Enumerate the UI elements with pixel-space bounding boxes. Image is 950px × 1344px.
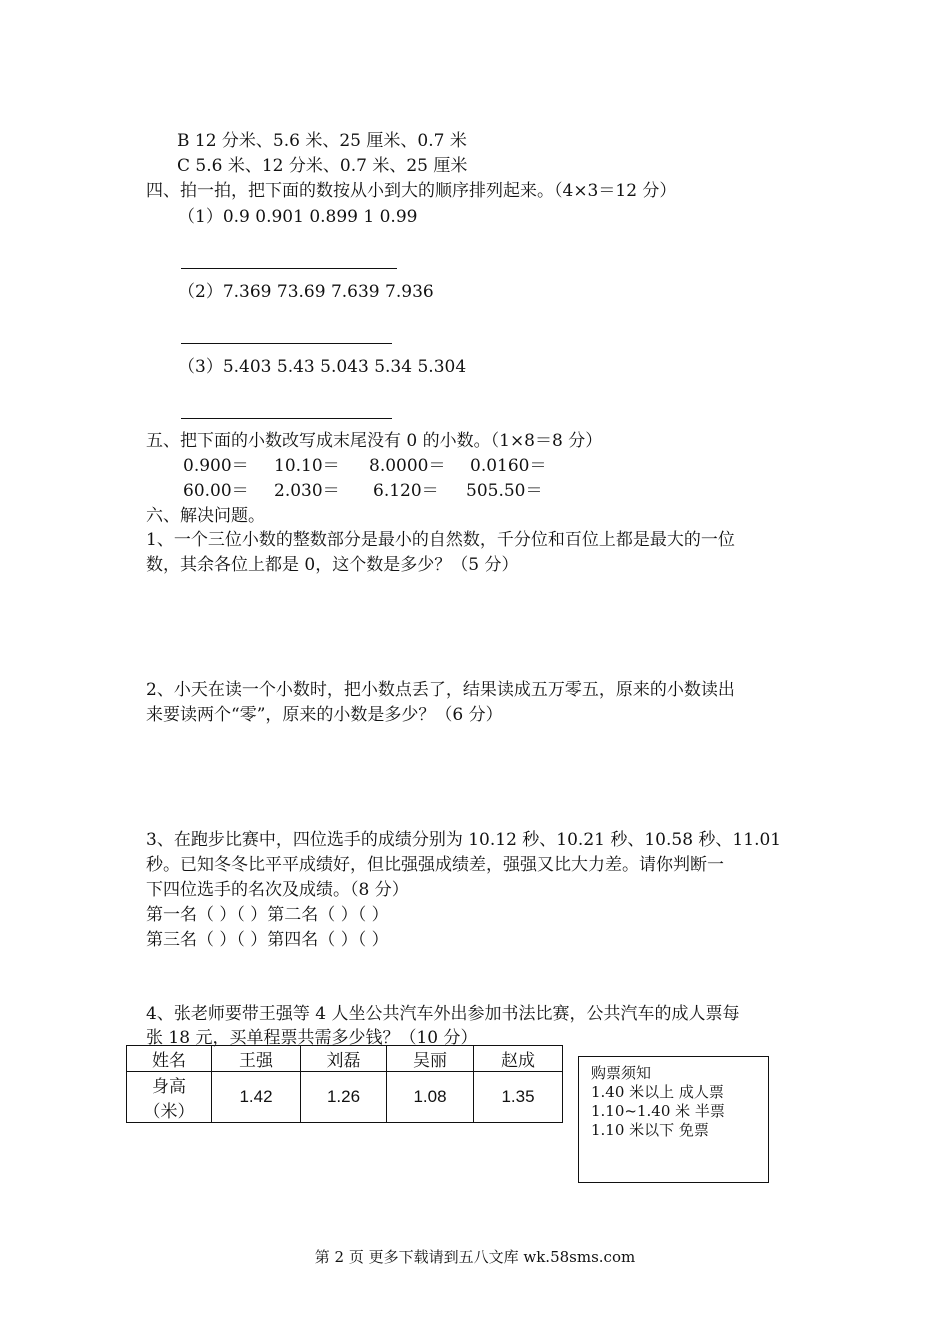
section-5-item: 0.0160＝ — [470, 456, 547, 476]
row-label-cell — [127, 1072, 212, 1123]
section-5-item: 6.120＝ — [373, 481, 439, 501]
section-5-item: 0.900＝ — [183, 456, 249, 476]
table-cell: 1.26 — [301, 1072, 387, 1123]
problem-3-rank-row-1: 第一名（ ）（ ）第二名（ ）（ ） — [146, 905, 389, 925]
answer-line-2 — [181, 343, 392, 344]
table-row — [127, 1072, 563, 1123]
row-label-line-2: （米） — [143, 1102, 195, 1122]
section-4-q3: （3）5.403 5.43 5.043 5.34 5.304 — [178, 357, 467, 377]
section-6-heading: 六、解决问题。 — [146, 506, 265, 526]
section-5-item: 2.030＝ — [274, 481, 340, 501]
section-5-heading: 五、把下面的小数改写成末尾没有 0 的小数。（1×8＝8 分） — [146, 431, 603, 451]
option-c: C 5.6 米、12 分米、0.7 米、25 厘米 — [177, 156, 468, 176]
problem-1-line-1: 1、一个三位小数的整数部分是最小的自然数，千分位和百位上都是最大的一位 — [146, 530, 735, 550]
table-header-row — [127, 1046, 563, 1072]
table-header-cell: 姓名 — [127, 1046, 212, 1072]
notice-rule-2: 1.10~1.40 米 半票 — [591, 1102, 725, 1120]
answer-line-3 — [181, 418, 392, 419]
problem-2-line-1: 2、小天在读一个小数时，把小数点丢了，结果读成五万零五，原来的小数读出 — [146, 680, 735, 700]
section-5-item: 10.10＝ — [274, 456, 340, 476]
problem-1-line-2: 数，其余各位上都是 0，这个数是多少？（5 分） — [146, 555, 519, 575]
table-header-cell: 赵成 — [474, 1046, 563, 1072]
notice-title: 购票须知 — [591, 1064, 652, 1082]
answer-line-1 — [181, 268, 397, 269]
problem-4-line-1: 4、张老师要带王强等 4 人坐公共汽车外出参加书法比赛，公共汽车的成人票每 — [146, 1004, 740, 1024]
section-4-heading: 四、拍一拍，把下面的数按从小到大的顺序排列起来。（4×3＝12 分） — [146, 181, 677, 201]
problem-3-line-1: 3、在跑步比赛中，四位选手的成绩分别为 10.12 秒、10.21 秒、10.58 秒、11.01 — [146, 830, 782, 850]
row-label-line-1: 身高 — [152, 1077, 186, 1097]
page-footer: 第 2 页 更多下载请到五八文库 wk.58sms.com — [314, 1248, 636, 1266]
section-5-item: 505.50＝ — [466, 481, 543, 501]
height-table — [126, 1045, 563, 1123]
table-header-cell: 王强 — [212, 1046, 301, 1072]
section-5-item: 8.0000＝ — [369, 456, 446, 476]
problem-2-line-2: 来要读两个“零”，原来的小数是多少？（6 分） — [146, 705, 503, 725]
table-cell: 1.35 — [474, 1072, 563, 1123]
table-cell: 1.42 — [212, 1072, 301, 1123]
problem-3-line-3: 下四位选手的名次及成绩。（8 分） — [146, 880, 409, 900]
table-header-cell: 吴丽 — [387, 1046, 474, 1072]
problem-3-rank-row-2: 第三名（ ）（ ）第四名（ ）（ ） — [146, 930, 389, 950]
notice-rule-3: 1.10 米以下 免票 — [591, 1121, 709, 1139]
table-cell: 1.08 — [387, 1072, 474, 1123]
section-4-q2: （2）7.369 73.69 7.639 7.936 — [178, 282, 434, 302]
ticket-notice-box — [578, 1056, 769, 1183]
section-5-item: 60.00＝ — [183, 481, 249, 501]
section-4-q1: （1）0.9 0.901 0.899 1 0.99 — [178, 207, 418, 227]
notice-rule-1: 1.40 米以上 成人票 — [591, 1083, 724, 1101]
problem-4-line-2: 张 18 元，买单程票共需多少钱？（10 分） — [146, 1028, 478, 1048]
option-b: B 12 分米、5.6 米、25 厘米、0.7 米 — [177, 131, 467, 151]
problem-3-line-2: 秒。已知冬冬比平平成绩好，但比强强成绩差，强强又比大力差。请你判断一 — [146, 855, 724, 875]
table-header-cell: 刘磊 — [301, 1046, 387, 1072]
